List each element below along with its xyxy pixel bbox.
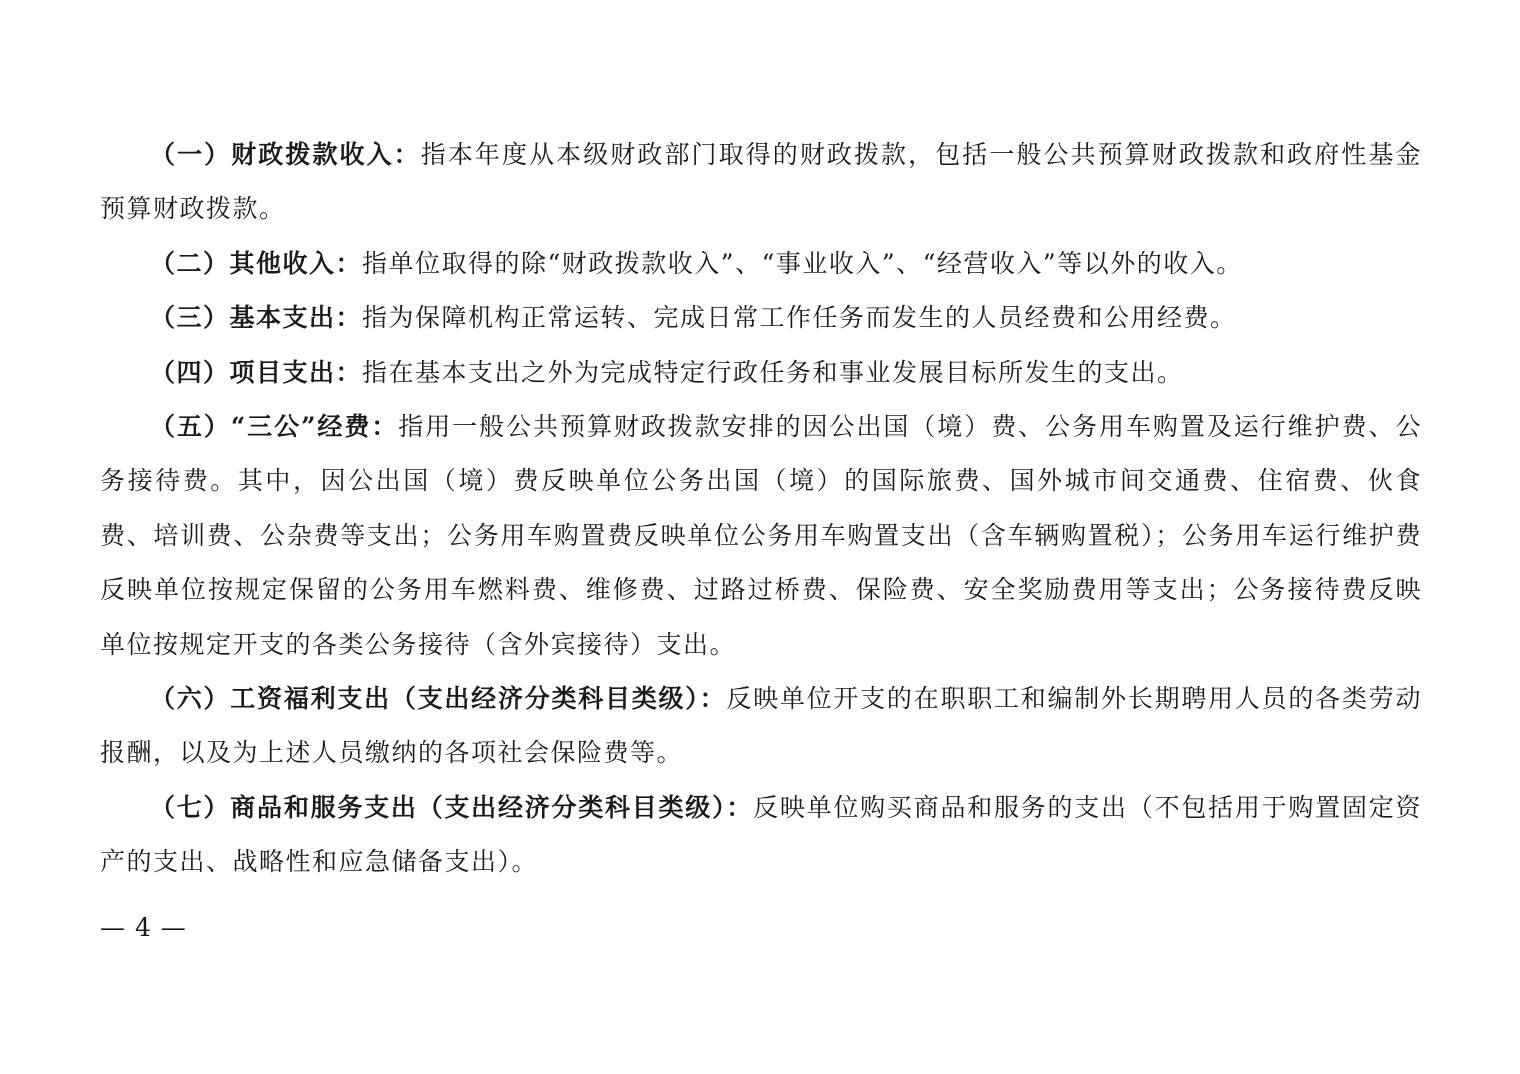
definition-term: （七）商品和服务支出（支出经济分类科目类级）： (150, 792, 754, 822)
document-body (100, 128, 1422, 890)
definition-text: 反映单位开支的在职职工和编制外长期聘用人员的各类劳动报酬，以及为上述人员缴纳的各项社会保险费等。 (100, 684, 1422, 768)
definition-paragraph-6 (100, 672, 1422, 781)
definition-term: （五）“三公”经费： (150, 412, 399, 442)
definition-term: （六）工资福利支出（支出经济分类科目类级）： (150, 684, 727, 714)
definition-paragraph-7 (100, 781, 1422, 890)
definition-paragraph-2 (100, 237, 1422, 291)
definition-text: 指在基本支出之外为完成特定行政任务和事业发展目标所发生的支出。 (362, 357, 1184, 387)
definition-text: 指用一般公共预算财政拨款安排的因公出国（境）费、公务用车购置及运行维护费、公务接待费。其中，因公出国（境）费反映单位公务出国（境）的国际旅费、国外城市间交通费、住宿费、伙食费、培训费、公杂费等支出；公务用车购置费反映单位公务用车购置支出（含车辆购置税）；公务用车运行维护费反映单位按规定保留的公务用车燃料费、维修费、过路过桥费、保险费、安全奖励费用等支出；公务接待费反映单位按规定开支的各类公务接待（含外宾接待）支出。 (100, 412, 1422, 659)
definition-term: （四）项目支出： (150, 357, 363, 387)
definition-paragraph-1 (100, 128, 1422, 237)
definition-term: （二）其他收入： (150, 248, 363, 278)
definition-text: 反映单位购买商品和服务的支出（不包括用于购置固定资产的支出、战略性和应急储备支出）。 (100, 792, 1422, 877)
definition-term: （三）基本支出： (150, 303, 363, 333)
definition-paragraph-4 (100, 346, 1422, 400)
definition-text: 指为保障机构正常运转、完成日常工作任务而发生的人员经费和公用经费。 (362, 303, 1237, 333)
definition-text: 指单位取得的除“财政拨款收入”、“事业收入”、“经营收入”等以外的收入。 (362, 248, 1243, 278)
definition-paragraph-3 (100, 291, 1422, 345)
definition-term: （一）财政拨款收入： (150, 140, 421, 169)
page-number: — 4 — (100, 913, 187, 942)
definition-paragraph-5 (100, 400, 1422, 672)
definition-text: 指本年度从本级财政部门取得的财政拨款，包括一般公共预算财政拨款和政府性基金预算财政拨款。 (100, 140, 1422, 224)
